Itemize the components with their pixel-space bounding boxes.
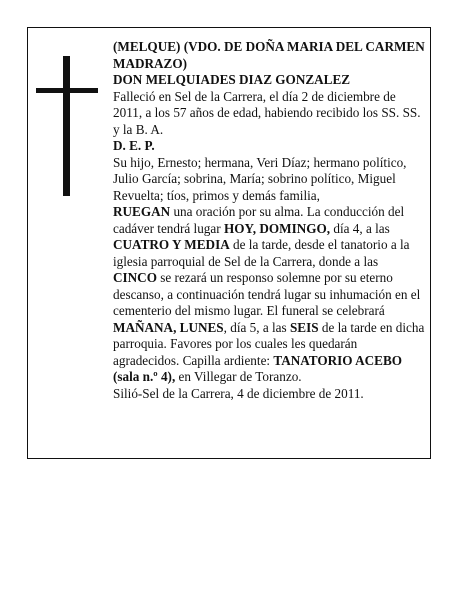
cuatro-y-media-text: CUATRO Y MEDIA	[113, 237, 230, 252]
cross-icon	[36, 56, 98, 196]
arrangements-text-3: de la tarde, desde el tanatorio a la iglesia parroquial de Sel de la Carrera, donde a las	[113, 237, 410, 269]
cinco-text: CINCO	[113, 270, 157, 285]
cross-horizontal-bar	[36, 88, 98, 93]
death-paragraph: Falleció en Sel de la Carrera, el día 2 de diciembre de 2011, a los 57 años de edad, habiendo recibido los SS. SS. y la B. A.	[113, 88, 421, 137]
signoff-line: Silió-Sel de la Carrera, 4 de diciembre de 2011.	[113, 385, 364, 401]
arrangements-text-1: una oración por su alma. La conducción del cadáver tendrá lugar	[113, 204, 405, 236]
family-paragraph: Su hijo, Ernesto; hermana, Veri Díaz; hermano político, Julio García; sobrina, María; sobrino político, Miguel Revuelta; tíos, primos y demás familia,	[113, 154, 407, 203]
arrangements-text-2: día 4, a las	[330, 220, 390, 236]
obituary-header: (MELQUE) (VDO. DE DOÑA MARIA DEL CARMEN MADRAZO)	[113, 39, 425, 71]
dep-line: D. E. P.	[113, 138, 155, 153]
arrangements-text-5: , día 5, a las	[223, 319, 290, 335]
deceased-name: DON MELQUIADES DIAZ GONZALEZ	[113, 72, 351, 87]
obituary-text	[113, 39, 425, 402]
arrangements-paragraph	[113, 204, 425, 386]
seis-text: SEIS	[289, 319, 319, 335]
cross-vertical-bar	[63, 56, 70, 196]
arrangements-text-4: se rezará un responso solemne por su eterno descanso, a continuación tendrá lugar su inhumación en el cementerio del mismo lugar. El funeral se celebrará	[113, 270, 421, 318]
manana-lunes-text: MAÑANA, LUNES	[113, 319, 224, 335]
ruegan-text: RUEGAN	[113, 204, 171, 219]
arrangements-text-6: de la tarde en dicha parroquia. Favores por los cuales les quedarán agradecidos. Capilla ardiente:	[113, 319, 425, 368]
hoy-domingo-text: HOY, DOMINGO,	[223, 220, 331, 236]
arrangements-text-7: en Villegar de Toranzo.	[175, 369, 302, 384]
tanatorio-text: TANATORIO ACEBO (sala n.º 4),	[113, 352, 402, 384]
